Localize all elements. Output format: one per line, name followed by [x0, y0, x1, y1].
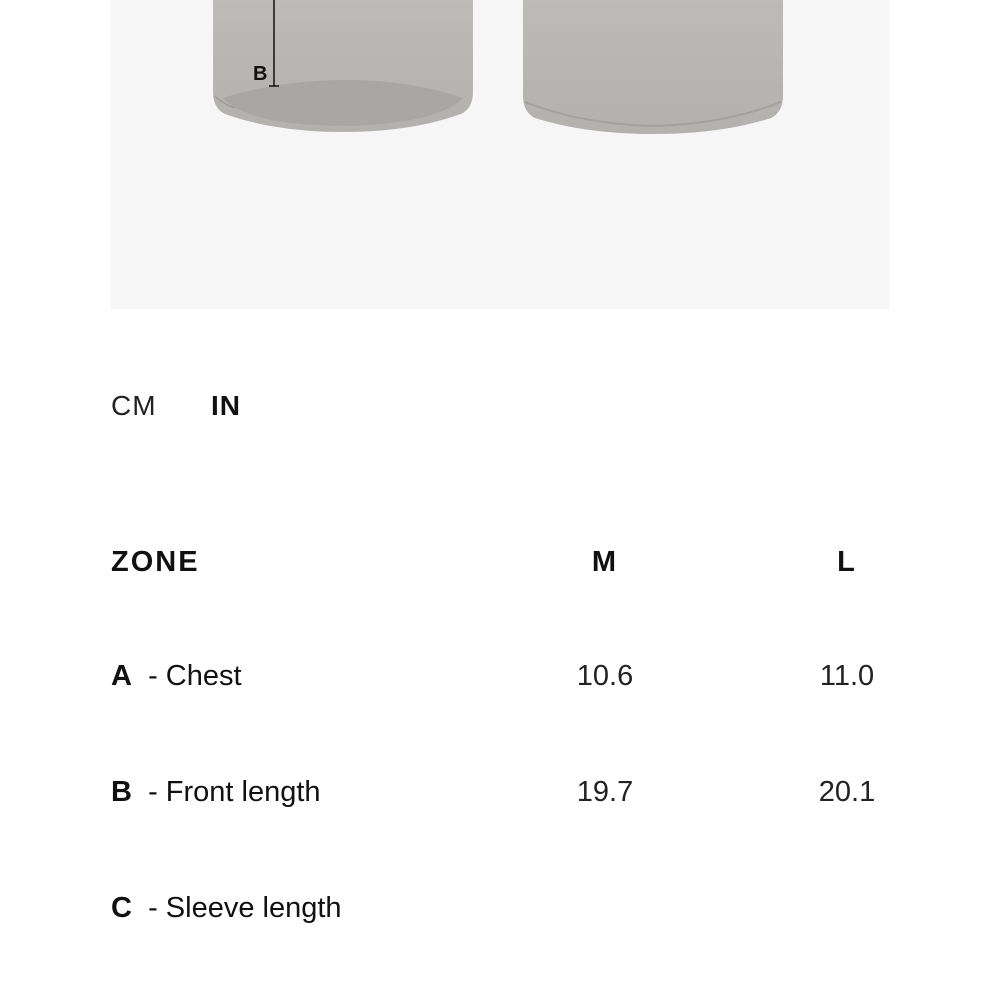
- zone-header: ZONE: [111, 546, 200, 578]
- table-row: [111, 892, 889, 932]
- table-row: [111, 776, 889, 816]
- zone-separator: [140, 776, 148, 808]
- product-image: [111, 0, 889, 309]
- zone-separator: [140, 660, 148, 692]
- zone-letter: B: [111, 776, 132, 808]
- size-m-header: M: [591, 546, 619, 578]
- zone-separator: [140, 892, 148, 924]
- zone-cell: [111, 892, 342, 925]
- unit-cm-option[interactable]: CM: [111, 390, 157, 421]
- zone-label: Sleeve length: [165, 892, 342, 924]
- table-header-row: [111, 546, 889, 586]
- garment-back: [523, 0, 783, 134]
- garment-illustration: [111, 0, 889, 309]
- zone-separator-dash: -: [148, 660, 166, 692]
- size-m-value: 19.7: [576, 776, 634, 808]
- zone-separator-dash: -: [148, 776, 166, 808]
- size-l-value: 11.0: [819, 660, 875, 692]
- zone-letter: C: [111, 892, 132, 924]
- measure-label-b: B: [253, 63, 268, 85]
- table-row: [111, 660, 889, 700]
- zone-separator-dash: -: [148, 892, 166, 924]
- zone-label: Front length: [165, 776, 321, 808]
- zone-cell: [111, 776, 321, 809]
- size-l-value: 20.1: [818, 776, 876, 808]
- garment-front: [213, 0, 473, 132]
- size-l-header: L: [837, 546, 857, 578]
- zone-letter: A: [111, 660, 132, 692]
- zone-cell: [111, 660, 242, 693]
- unit-in-option[interactable]: IN: [211, 390, 241, 421]
- size-m-value: 10.6: [576, 660, 634, 692]
- zone-label: Chest: [165, 660, 242, 692]
